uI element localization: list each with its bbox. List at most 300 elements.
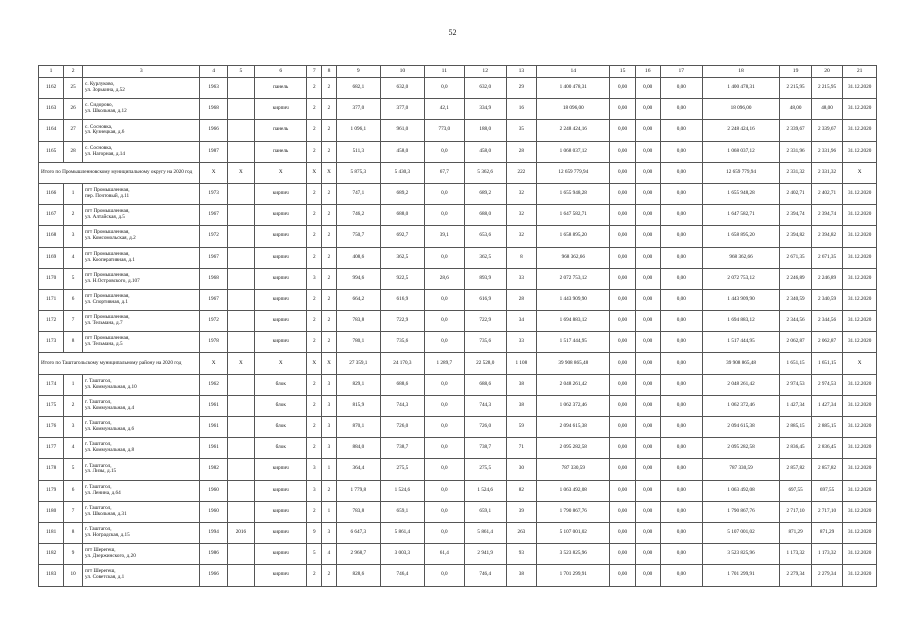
table-cell: 2016	[227, 522, 254, 543]
table-cell: 2	[322, 78, 337, 99]
table-cell: 1 517 444,95	[537, 332, 610, 353]
table-cell	[227, 268, 254, 289]
table-cell: 2	[307, 374, 322, 395]
table-cell: 35	[506, 120, 536, 141]
table-cell: 0,00	[635, 459, 660, 480]
address-cell: г. Таштагол, ул. Ленина, д.64	[83, 480, 200, 501]
table-cell: 1 701 299,91	[537, 565, 610, 586]
table-cell: 0,00	[635, 438, 660, 459]
table-cell: 31.12.2020	[843, 183, 877, 204]
table-cell: 2 094 615,38	[537, 417, 610, 438]
table-cell: 1967	[200, 289, 227, 310]
table-row	[39, 501, 877, 522]
table-cell: 0,00	[660, 395, 702, 416]
table-cell: 1171	[39, 289, 64, 310]
table-cell: 1 443 909,90	[537, 289, 610, 310]
table-cell: 93	[506, 544, 536, 565]
table-cell: 0,00	[610, 332, 635, 353]
table-cell: 0,00	[610, 417, 635, 438]
table-cell: 362,5	[464, 247, 506, 268]
table-cell: 0,00	[660, 120, 702, 141]
table-row	[39, 395, 877, 416]
table-cell: 2 248 424,16	[702, 120, 780, 141]
table-cell: 2	[322, 120, 337, 141]
table-cell: 2 331,32	[780, 162, 811, 183]
table-cell: 28,6	[424, 268, 464, 289]
table-cell: 0,00	[635, 268, 660, 289]
table-cell: 787 330,59	[702, 459, 780, 480]
table-cell: 1164	[39, 120, 64, 141]
table-cell: 5	[64, 268, 83, 289]
table-cell: 2 974,53	[780, 374, 811, 395]
table-row	[39, 480, 877, 501]
table-cell: 29	[506, 78, 536, 99]
table-cell: 2	[322, 332, 337, 353]
table-cell: 3 523 825,96	[702, 544, 780, 565]
table-cell: 0,00	[660, 501, 702, 522]
table-cell: 688,0	[380, 205, 424, 226]
column-header: 12	[464, 66, 506, 78]
table-cell: X	[255, 353, 307, 374]
page-number: 52	[448, 28, 457, 37]
table-cell: 2	[307, 438, 322, 459]
table-cell: 664,2	[336, 289, 380, 310]
column-header: 14	[537, 66, 610, 78]
table-cell: 783,8	[336, 501, 380, 522]
table-cell: 31.12.2020	[843, 268, 877, 289]
table-cell: 0,0	[424, 522, 464, 543]
table-cell: 0,0	[424, 565, 464, 586]
table-row	[39, 374, 877, 395]
table-row	[39, 78, 877, 99]
table-cell: 2 671,35	[780, 247, 811, 268]
table-cell: 4	[64, 247, 83, 268]
table-cell: 688,0	[464, 205, 506, 226]
table-cell: 39,1	[424, 226, 464, 247]
table-cell: кирпич	[255, 565, 307, 586]
table-row	[39, 459, 877, 480]
table-cell: 0,00	[610, 480, 635, 501]
table-cell: 1994	[200, 522, 227, 543]
table-cell: 871,29	[811, 522, 842, 543]
subtotal-row	[39, 353, 877, 374]
table-cell: 0,00	[660, 544, 702, 565]
table-cell: 275,5	[464, 459, 506, 480]
table-cell: 968 362,66	[537, 247, 610, 268]
table-cell: 1 647 582,71	[702, 205, 780, 226]
table-cell: кирпич	[255, 205, 307, 226]
table-cell: X	[843, 162, 877, 183]
address-cell: пгт Промышленная, ул. Н.Островского, д.107	[83, 268, 200, 289]
table-cell: 2	[307, 289, 322, 310]
table-cell: 1972	[200, 311, 227, 332]
table-cell: 0,00	[635, 395, 660, 416]
table-cell: 922,5	[380, 268, 424, 289]
table-cell: 0,00	[635, 417, 660, 438]
address-cell: пгт Промышленная, пер. Почтовый, д.11	[83, 183, 200, 204]
table-cell: 1968	[200, 99, 227, 120]
table-cell: кирпич	[255, 522, 307, 543]
table-cell: кирпич	[255, 247, 307, 268]
table-row	[39, 226, 877, 247]
table-cell	[227, 544, 254, 565]
table-cell: кирпич	[255, 289, 307, 310]
table-cell: 31.12.2020	[843, 205, 877, 226]
table-cell: кирпич	[255, 226, 307, 247]
table-cell: 893,9	[464, 268, 506, 289]
table-cell: 746,2	[336, 205, 380, 226]
table-cell: 2 836,45	[811, 438, 842, 459]
table-row	[39, 268, 877, 289]
table-cell: 6	[64, 289, 83, 310]
table-cell: 0,00	[610, 395, 635, 416]
table-cell: 28	[506, 141, 536, 162]
table-cell	[227, 565, 254, 586]
table-cell: 5 861,4	[464, 522, 506, 543]
table-cell: 746,4	[380, 565, 424, 586]
column-header: 3	[83, 66, 200, 78]
table-cell: 2 279,34	[780, 565, 811, 586]
table-cell: 0,00	[660, 417, 702, 438]
table-cell	[227, 395, 254, 416]
address-cell: пгт Промышленная, ул. Кооперативная, д.1	[83, 247, 200, 268]
table-cell: 1168	[39, 226, 64, 247]
table-cell: 697,55	[780, 480, 811, 501]
table-cell: 31.12.2020	[843, 141, 877, 162]
table-cell: 275,5	[380, 459, 424, 480]
table-cell: кирпич	[255, 268, 307, 289]
address-cell: г. Таштагол, ул. Коммунальная, д.4	[83, 395, 200, 416]
table-cell: 0,00	[635, 226, 660, 247]
table-cell: 5 107 001,02	[702, 522, 780, 543]
table-cell: 0,00	[635, 183, 660, 204]
subtotal-label: Итого по Таштагольскому муниципальному району на 2020 год	[39, 353, 200, 374]
table-cell: кирпич	[255, 459, 307, 480]
table-cell: 2 394,82	[811, 226, 842, 247]
table-cell: 2 857,82	[780, 459, 811, 480]
table-cell: 0,00	[610, 141, 635, 162]
table-cell: 0,00	[610, 183, 635, 204]
table-cell: 222	[506, 162, 536, 183]
table-cell: кирпич	[255, 183, 307, 204]
table-cell: 25	[64, 78, 83, 99]
table-cell: 1967	[200, 205, 227, 226]
table-cell: 735,6	[464, 332, 506, 353]
table-cell: 31.12.2020	[843, 120, 877, 141]
table-cell: 0,00	[635, 480, 660, 501]
table-cell: 0,00	[635, 99, 660, 120]
table-cell: 24 170,3	[380, 353, 424, 374]
table-cell: 773,0	[424, 120, 464, 141]
table-cell: 2 048 261,42	[702, 374, 780, 395]
table-cell: 747,1	[336, 183, 380, 204]
table-row	[39, 311, 877, 332]
table-cell: 0,00	[610, 205, 635, 226]
table-cell	[227, 78, 254, 99]
table-row	[39, 544, 877, 565]
table-cell: 31.12.2020	[843, 522, 877, 543]
table-cell: 39	[506, 501, 536, 522]
table-cell: 27	[64, 120, 83, 141]
table-cell: 0,00	[610, 544, 635, 565]
table-cell: 1 524,6	[380, 480, 424, 501]
table-cell: 82	[506, 480, 536, 501]
table-cell: 31.12.2020	[843, 501, 877, 522]
table-cell: блок	[255, 417, 307, 438]
table-cell: X	[843, 353, 877, 374]
table-cell: 39 908 865,48	[537, 353, 610, 374]
table-cell: 2	[322, 99, 337, 120]
table-cell: 3	[64, 417, 83, 438]
table-cell: кирпич	[255, 480, 307, 501]
table-cell: 2	[322, 226, 337, 247]
table-cell: 31.12.2020	[843, 417, 877, 438]
table-cell: 0,00	[635, 205, 660, 226]
table-cell: 2	[307, 501, 322, 522]
table-cell: 1179	[39, 480, 64, 501]
table-cell: X	[227, 353, 254, 374]
table-cell: 697,55	[811, 480, 842, 501]
table-cell: 2 246,89	[811, 268, 842, 289]
table-cell: 0,00	[635, 141, 660, 162]
table-cell: 0,00	[635, 162, 660, 183]
table-cell: 0,00	[660, 247, 702, 268]
table-cell: 1978	[200, 332, 227, 353]
table-cell: 746,4	[464, 565, 506, 586]
table-cell: 2 402,71	[811, 183, 842, 204]
table-cell: 32	[506, 205, 536, 226]
table-cell: 3 523 825,96	[537, 544, 610, 565]
table-cell: X	[307, 353, 322, 374]
table-cell: 689,2	[380, 183, 424, 204]
table-cell: кирпич	[255, 99, 307, 120]
table-cell: 1 647 582,71	[537, 205, 610, 226]
table-cell: 722,9	[380, 311, 424, 332]
table-cell: 31.12.2020	[843, 438, 877, 459]
table-cell: 0,00	[660, 141, 702, 162]
table-cell: 2	[322, 205, 337, 226]
table-cell: 31.12.2020	[843, 544, 877, 565]
table-cell: 688,6	[464, 374, 506, 395]
table-cell: 0,00	[610, 289, 635, 310]
address-cell: г. Таштагол, ул. Коммунальная, д.6	[83, 417, 200, 438]
table-cell	[227, 459, 254, 480]
table-cell: 0,00	[660, 522, 702, 543]
table-cell: 2	[322, 289, 337, 310]
table-cell: 1 063 492,08	[537, 480, 610, 501]
table-cell: 653,6	[464, 226, 506, 247]
column-header: 4	[200, 66, 227, 78]
table-cell: 2 339,67	[780, 120, 811, 141]
table-cell: 61,4	[424, 544, 464, 565]
table-cell: 5 362,6	[464, 162, 506, 183]
table-cell: 0,00	[635, 289, 660, 310]
table-cell: 2 246,89	[780, 268, 811, 289]
address-cell: г. Таштагол, ул. Школьная, д.31	[83, 501, 200, 522]
table-row	[39, 205, 877, 226]
column-header: 11	[424, 66, 464, 78]
table-cell: 0,0	[424, 480, 464, 501]
address-cell: с. Сидорово, ул. Школьная, д.12	[83, 99, 200, 120]
table-cell: 632,0	[380, 78, 424, 99]
table-cell: 31.12.2020	[843, 99, 877, 120]
table-cell: 0,0	[424, 183, 464, 204]
table-cell	[227, 289, 254, 310]
table-cell: 3	[307, 480, 322, 501]
table-cell: 26	[64, 99, 83, 120]
table-cell: 1960	[200, 501, 227, 522]
table-cell: 1 658 895,20	[702, 226, 780, 247]
table-cell: X	[255, 162, 307, 183]
table-cell: 3	[322, 438, 337, 459]
table-cell: 815,9	[336, 395, 380, 416]
table-cell: 1966	[200, 565, 227, 586]
table-cell: 2 885,15	[811, 417, 842, 438]
table-cell: 31.12.2020	[843, 247, 877, 268]
table-cell: 682,1	[336, 78, 380, 99]
table-cell: 1177	[39, 438, 64, 459]
table-cell: 0,0	[424, 417, 464, 438]
table-cell: 1963	[200, 78, 227, 99]
table-cell: 31.12.2020	[843, 480, 877, 501]
table-cell: 1174	[39, 374, 64, 395]
table-cell: 8	[64, 522, 83, 543]
table-cell: 1 655 948,28	[537, 183, 610, 204]
table-cell: 0,00	[660, 480, 702, 501]
table-cell: 2 340,59	[780, 289, 811, 310]
table-cell: 5 430,3	[380, 162, 424, 183]
table-cell: 33	[506, 268, 536, 289]
table-cell: 1	[64, 183, 83, 204]
table-cell: 48,00	[780, 99, 811, 120]
table-cell: 0,0	[424, 501, 464, 522]
table-cell: 0,00	[610, 353, 635, 374]
table-cell: 659,1	[464, 501, 506, 522]
table-cell: 632,0	[464, 78, 506, 99]
table-cell: 1967	[200, 247, 227, 268]
table-cell: 31.12.2020	[843, 78, 877, 99]
table-cell: 59	[506, 417, 536, 438]
table-cell: 1986	[200, 544, 227, 565]
table-cell: 0,00	[610, 501, 635, 522]
table-cell: 0,0	[424, 311, 464, 332]
table-cell: 0,0	[424, 438, 464, 459]
table-cell: 1 068 037,12	[702, 141, 780, 162]
column-header: 5	[227, 66, 254, 78]
table-cell: 1968	[200, 268, 227, 289]
table-cell: 71	[506, 438, 536, 459]
address-cell: г. Таштагол, ул. Коммунальная, д.8	[83, 438, 200, 459]
table-cell: 2 072 753,12	[702, 268, 780, 289]
table-cell: 2	[322, 480, 337, 501]
table-cell: 458,0	[464, 141, 506, 162]
table-cell: 2 095 282,58	[537, 438, 610, 459]
table-cell: 2 836,45	[780, 438, 811, 459]
table-cell: 0,00	[635, 332, 660, 353]
column-header: 6	[255, 66, 307, 78]
table-cell	[227, 99, 254, 120]
table-cell: 34	[506, 311, 536, 332]
table-cell	[227, 247, 254, 268]
table-cell: 1966	[200, 120, 227, 141]
table-cell: 408,6	[336, 247, 380, 268]
table-cell: 726,0	[380, 417, 424, 438]
table-cell: кирпич	[255, 311, 307, 332]
column-header: 13	[506, 66, 536, 78]
table-cell: 2 331,96	[811, 141, 842, 162]
table-cell: X	[322, 162, 337, 183]
table-cell: 2	[307, 247, 322, 268]
table-cell: 1	[322, 501, 337, 522]
table-cell: 9	[64, 544, 83, 565]
column-header: 18	[702, 66, 780, 78]
table-cell: 4	[322, 544, 337, 565]
table-cell: 1172	[39, 311, 64, 332]
table-cell: 31.12.2020	[843, 395, 877, 416]
table-cell: 689,2	[464, 183, 506, 204]
table-cell: 2 094 615,38	[702, 417, 780, 438]
table-cell: 783,8	[336, 311, 380, 332]
table-cell: 2 248 424,16	[537, 120, 610, 141]
table-cell: 3	[307, 268, 322, 289]
table-cell: 2	[307, 395, 322, 416]
table-cell: 1 173,32	[780, 544, 811, 565]
table-cell: 2 717,10	[780, 501, 811, 522]
table-cell: 2 215,95	[780, 78, 811, 99]
table-row	[39, 522, 877, 543]
table-cell: 0,00	[660, 438, 702, 459]
table-cell: 2 968,7	[336, 544, 380, 565]
table-cell: 0,0	[424, 395, 464, 416]
table-cell: 364,4	[336, 459, 380, 480]
table-cell: 3 003,3	[380, 544, 424, 565]
table-cell: 1 427,34	[780, 395, 811, 416]
table-cell: 0,00	[610, 565, 635, 586]
table-cell: 787 330,59	[537, 459, 610, 480]
table-cell: 0,00	[635, 565, 660, 586]
table-cell: 780,1	[336, 332, 380, 353]
table-cell: 31.12.2020	[843, 565, 877, 586]
table-cell: 1183	[39, 565, 64, 586]
column-header: 2	[64, 66, 83, 78]
table-cell: 692,7	[380, 226, 424, 247]
table-cell: 1962	[200, 374, 227, 395]
table-cell: 0,00	[610, 459, 635, 480]
table-cell: 16	[506, 99, 536, 120]
table-cell: 726,0	[464, 417, 506, 438]
table-cell: 31.12.2020	[843, 226, 877, 247]
table-cell: 1166	[39, 183, 64, 204]
table-header-row	[39, 66, 877, 78]
table-cell: 1982	[200, 459, 227, 480]
column-header: 19	[780, 66, 811, 78]
table-cell: 2 062,87	[811, 332, 842, 353]
table-cell: 0,00	[660, 311, 702, 332]
table-cell: 2	[322, 565, 337, 586]
table-cell: 1972	[200, 226, 227, 247]
table-cell: 0,0	[424, 459, 464, 480]
table-cell: 3	[307, 459, 322, 480]
table-cell: блок	[255, 438, 307, 459]
address-cell: г. Таштагол, ул. Лизы, д.15	[83, 459, 200, 480]
table-cell: 0,00	[635, 544, 660, 565]
table-cell: 722,9	[464, 311, 506, 332]
table-cell	[227, 438, 254, 459]
table-cell: 0,00	[660, 565, 702, 586]
table-cell: 738,7	[380, 438, 424, 459]
table-cell: 738,7	[464, 438, 506, 459]
table-cell: кирпич	[255, 332, 307, 353]
